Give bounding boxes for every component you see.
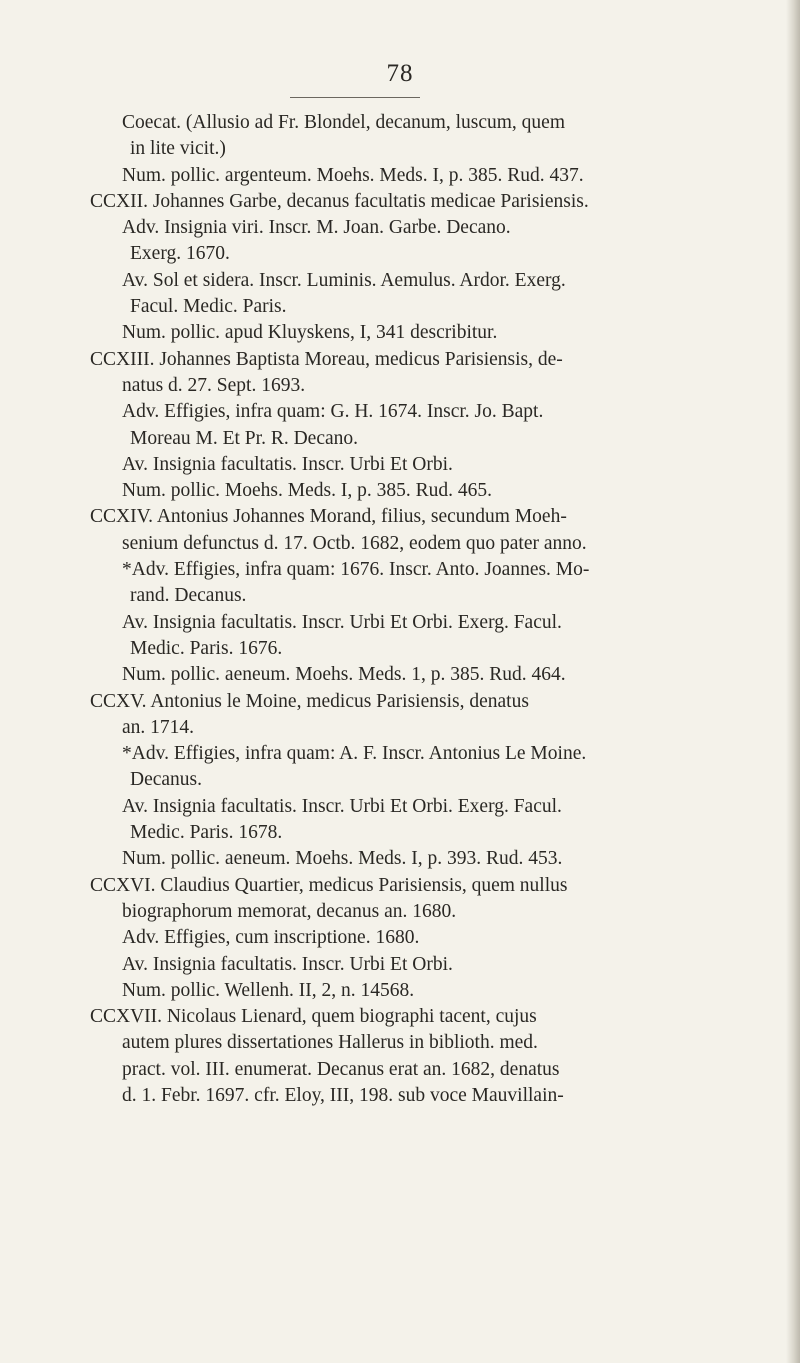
text-line: Num. pollic. aeneum. Moehs. Meds. 1, p. 385. Rud. 464.	[122, 664, 566, 686]
text-line: pract. vol. III. enumerat. Decanus erat an. 1682, denatus	[122, 1058, 560, 1080]
text-line: CCXVI. Claudius Quartier, medicus Parisiensis, quem nullus	[90, 874, 568, 896]
text-line: Av. Insignia facultatis. Inscr. Urbi Et Orbi.	[122, 453, 453, 475]
text-line: Adv. Insignia viri. Inscr. M. Joan. Garbe. Decano.	[122, 217, 511, 239]
text-line: Av. Insignia facultatis. Inscr. Urbi Et Orbi. Exerg. Facul.	[122, 795, 562, 817]
text-line: d. 1. Febr. 1697. cfr. Eloy, III, 198. sub voce Mauvillain-	[122, 1084, 564, 1106]
page-edge-shadow	[786, 0, 800, 1363]
text-line: *Adv. Effigies, infra quam: 1676. Inscr. Anto. Joannes. Mo-	[122, 559, 590, 581]
text-line: Av. Insignia facultatis. Inscr. Urbi Et Orbi. Exerg. Facul.	[122, 611, 562, 633]
text-line: Medic. Paris. 1676.	[130, 637, 283, 659]
text-line: an. 1714.	[122, 716, 195, 738]
text-line: Av. Sol et sidera. Inscr. Luminis. Aemulus. Ardor. Exerg.	[122, 269, 566, 291]
page-body-text	[90, 110, 780, 1109]
text-line: CCXIV. Antonius Johannes Morand, filius, secundum Moeh-	[90, 506, 567, 528]
text-line: senium defunctus d. 17. Octb. 1682, eodem quo pater anno.	[122, 532, 587, 554]
text-line: Decanus.	[130, 769, 203, 791]
text-line: Moreau M. Et Pr. R. Decano.	[130, 427, 359, 449]
text-line: CCXVII. Nicolaus Lienard, quem biographi tacent, cujus	[90, 1006, 537, 1028]
text-line: autem plures dissertationes Hallerus in biblioth. med.	[122, 1032, 538, 1054]
text-line: Num. pollic. aeneum. Moehs. Meds. I, p. 393. Rud. 453.	[122, 848, 563, 870]
text-line: *Adv. Effigies, infra quam: A. F. Inscr. Antonius Le Moine.	[122, 743, 587, 765]
text-line: Coecat. (Allusio ad Fr. Blondel, decanum, luscum, quem	[122, 112, 566, 133]
text-line: Adv. Effigies, cum inscriptione. 1680.	[122, 927, 420, 949]
text-line: CCXIII. Johannes Baptista Moreau, medicus Parisiensis, de-	[90, 348, 563, 370]
text-line: Num. pollic. Wellenh. II, 2, n. 14568.	[122, 979, 415, 1001]
text-line: Facul. Medic. Paris.	[130, 296, 287, 318]
text-line: biographorum memorat, decanus an. 1680.	[122, 900, 457, 922]
text-line: natus d. 27. Sept. 1693.	[122, 374, 306, 396]
text-line: in lite vicit.)	[130, 138, 226, 160]
text-line: Adv. Effigies, infra quam: G. H. 1674. Inscr. Jo. Bapt.	[122, 401, 544, 423]
text-line: Av. Insignia facultatis. Inscr. Urbi Et Orbi.	[122, 953, 453, 975]
text-line: rand. Decanus.	[130, 585, 247, 607]
text-line: Medic. Paris. 1678.	[130, 822, 283, 844]
page-number-rule	[290, 97, 420, 98]
page-number: 78	[386, 60, 414, 87]
text-line: Num. pollic. apud Kluyskens, I, 341 describitur.	[122, 322, 498, 344]
text-line: Num. pollic. argenteum. Moehs. Meds. I, p. 385. Rud. 437.	[122, 164, 584, 186]
text-line: Num. pollic. Moehs. Meds. I, p. 385. Rud. 465.	[122, 480, 492, 502]
text-line: CCXII. Johannes Garbe, decanus facultatis medicae Parisiensis.	[90, 190, 589, 212]
text-line: CCXV. Antonius le Moine, medicus Parisiensis, denatus	[90, 690, 529, 712]
text-line: Exerg. 1670.	[130, 243, 230, 265]
